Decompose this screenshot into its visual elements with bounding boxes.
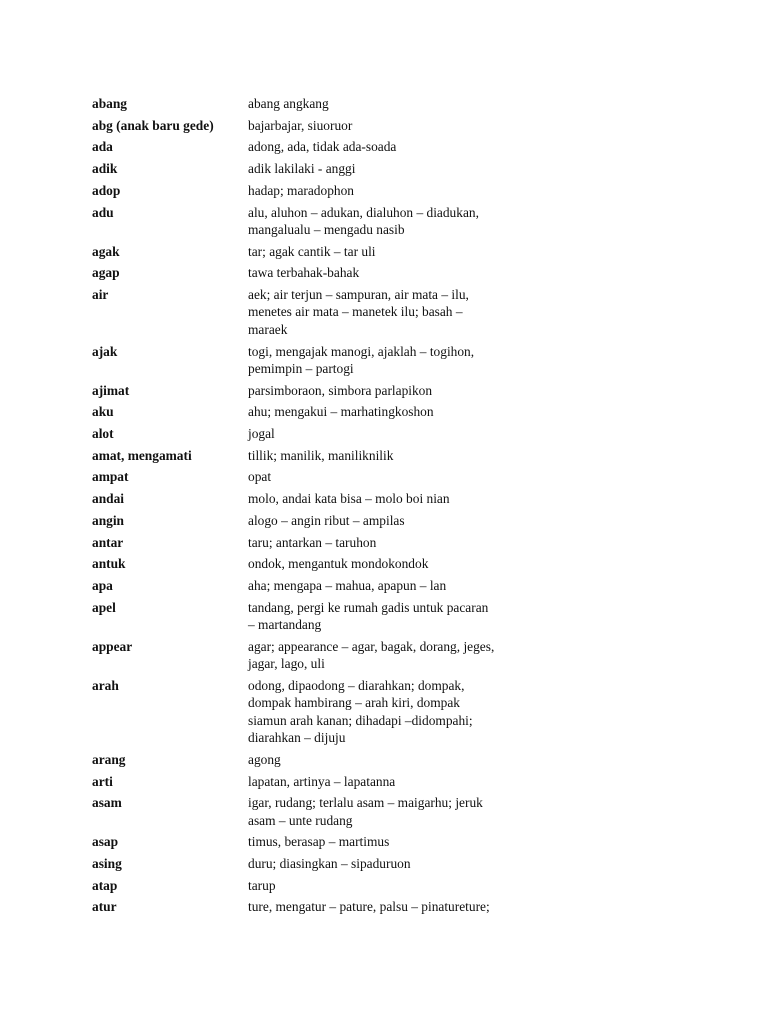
glossary-entry <box>92 468 732 485</box>
entry-definition: odong, dipaodong – diarahkan; dompak, dompak hambirang – arah kiri, dompak siamun arah kanan; dihadapi –didompahi; diarahkan – dijuju <box>248 677 473 746</box>
entry-definition: agong <box>248 751 281 767</box>
entry-term: aku <box>92 404 114 420</box>
entry-definition: adong, ada, tidak ada-soada <box>248 139 397 155</box>
entry-definition: aek; air terjun – sampuran, air mata – ilu, menetes air mata – manetek ilu; basah – maraek <box>248 287 469 337</box>
entry-definition: molo, andai kata bisa – molo boi nian <box>248 491 450 507</box>
entry-term: arang <box>92 751 126 767</box>
entry-definition: tawa terbahak-bahak <box>248 265 360 281</box>
glossary-entry <box>92 160 732 177</box>
entry-definition: timus, berasap – martimus <box>248 834 390 850</box>
entry-term: adop <box>92 182 121 198</box>
entry-term: adu <box>92 204 114 220</box>
glossary-entry <box>92 243 732 260</box>
entry-definition: abang angkang <box>248 96 329 111</box>
entry-term: asam <box>92 795 122 811</box>
glossary-page <box>92 95 732 920</box>
entry-definition: duru; diasingkan – sipaduruon <box>248 856 411 872</box>
entry-term: adik <box>92 161 118 177</box>
entry-definition: bajarbajar, siuoruor <box>248 117 353 133</box>
glossary-entry <box>92 117 732 134</box>
entry-term: ampat <box>92 469 129 485</box>
glossary-entry <box>92 490 732 507</box>
entry-term: atur <box>92 899 117 915</box>
glossary-entry <box>92 534 732 551</box>
entry-term: andai <box>92 491 125 507</box>
entry-definition: alu, aluhon – adukan, dialuhon – diadukan, mangalualu – mengadu nasib <box>248 204 479 237</box>
entry-definition: tillik; manilik, maniliknilik <box>248 447 394 463</box>
entry-term: air <box>92 287 109 303</box>
glossary-entry <box>92 95 732 112</box>
entry-term: apa <box>92 577 113 593</box>
glossary-entry <box>92 264 732 281</box>
glossary-entry <box>92 447 732 464</box>
entry-term: arah <box>92 677 119 693</box>
entry-term: antar <box>92 534 124 550</box>
entry-term: appear <box>92 638 133 654</box>
glossary-entry <box>92 638 732 673</box>
entry-definition: lapatan, artinya – lapatanna <box>248 773 396 789</box>
entry-definition: adik lakilaki - anggi <box>248 161 356 177</box>
glossary-entry <box>92 286 732 338</box>
entry-definition: tar; agak cantik – tar uli <box>248 243 376 259</box>
entry-term: amat, mengamati <box>92 447 192 463</box>
entry-term: agap <box>92 265 120 281</box>
entry-term: atap <box>92 877 118 893</box>
entry-definition: ahu; mengakui – marhatingkoshon <box>248 404 434 420</box>
glossary-entry <box>92 877 732 894</box>
entry-term: agak <box>92 243 120 259</box>
entry-definition: togi, mengajak manogi, ajaklah – togihon, pemimpin – partogi <box>248 343 475 376</box>
entry-definition: agar; appearance – agar, bagak, dorang, jeges, jagar, lago, uli <box>248 638 495 672</box>
entry-term: asing <box>92 856 122 872</box>
glossary-entry <box>92 751 732 768</box>
glossary-entry <box>92 599 732 634</box>
entry-definition: tarup <box>248 877 276 893</box>
glossary-entry <box>92 512 732 529</box>
glossary-entry <box>92 898 732 915</box>
entry-definition: alogo – angin ribut – ampilas <box>248 512 405 528</box>
entry-term: ajimat <box>92 382 130 398</box>
entry-definition: ondok, mengantuk mondokondok <box>248 556 429 572</box>
glossary-entry <box>92 773 732 790</box>
entry-term: alot <box>92 426 114 442</box>
glossary-entry <box>92 425 732 442</box>
entry-definition: aha; mengapa – mahua, apapun – lan <box>248 577 447 593</box>
entry-term: ajak <box>92 343 118 359</box>
glossary-entry <box>92 555 732 572</box>
glossary-entry <box>92 677 732 747</box>
entry-term: arti <box>92 773 113 789</box>
entry-definition: jogal <box>248 426 275 442</box>
entry-term: asap <box>92 834 119 850</box>
entry-definition: taru; antarkan – taruhon <box>248 534 377 550</box>
glossary-entry <box>92 794 732 829</box>
glossary-entry <box>92 403 732 420</box>
entry-term: apel <box>92 599 116 615</box>
entry-definition: ture, mengatur – pature, palsu – pinatureture; <box>248 899 490 915</box>
glossary-entry <box>92 138 732 155</box>
glossary-entry <box>92 833 732 850</box>
entry-term: angin <box>92 512 125 528</box>
glossary-entry <box>92 577 732 594</box>
glossary-entry <box>92 182 732 199</box>
entry-term: abang <box>92 96 127 111</box>
entry-definition: igar, rudang; terlalu asam – maigarhu; jeruk asam – unte rudang <box>248 795 483 828</box>
entry-definition: opat <box>248 469 272 485</box>
entry-definition: hadap; maradophon <box>248 182 354 198</box>
glossary-entry <box>92 382 732 399</box>
entry-term: antuk <box>92 556 126 572</box>
entry-term: abg (anak baru gede) <box>92 117 214 133</box>
glossary-entry <box>92 855 732 872</box>
glossary-entry <box>92 204 732 239</box>
entry-term: ada <box>92 139 113 155</box>
glossary-entry <box>92 343 732 378</box>
entry-definition: tandang, pergi ke rumah gadis untuk pacaran – martandang <box>248 599 489 633</box>
entry-definition: parsimboraon, simbora parlapikon <box>248 382 433 398</box>
